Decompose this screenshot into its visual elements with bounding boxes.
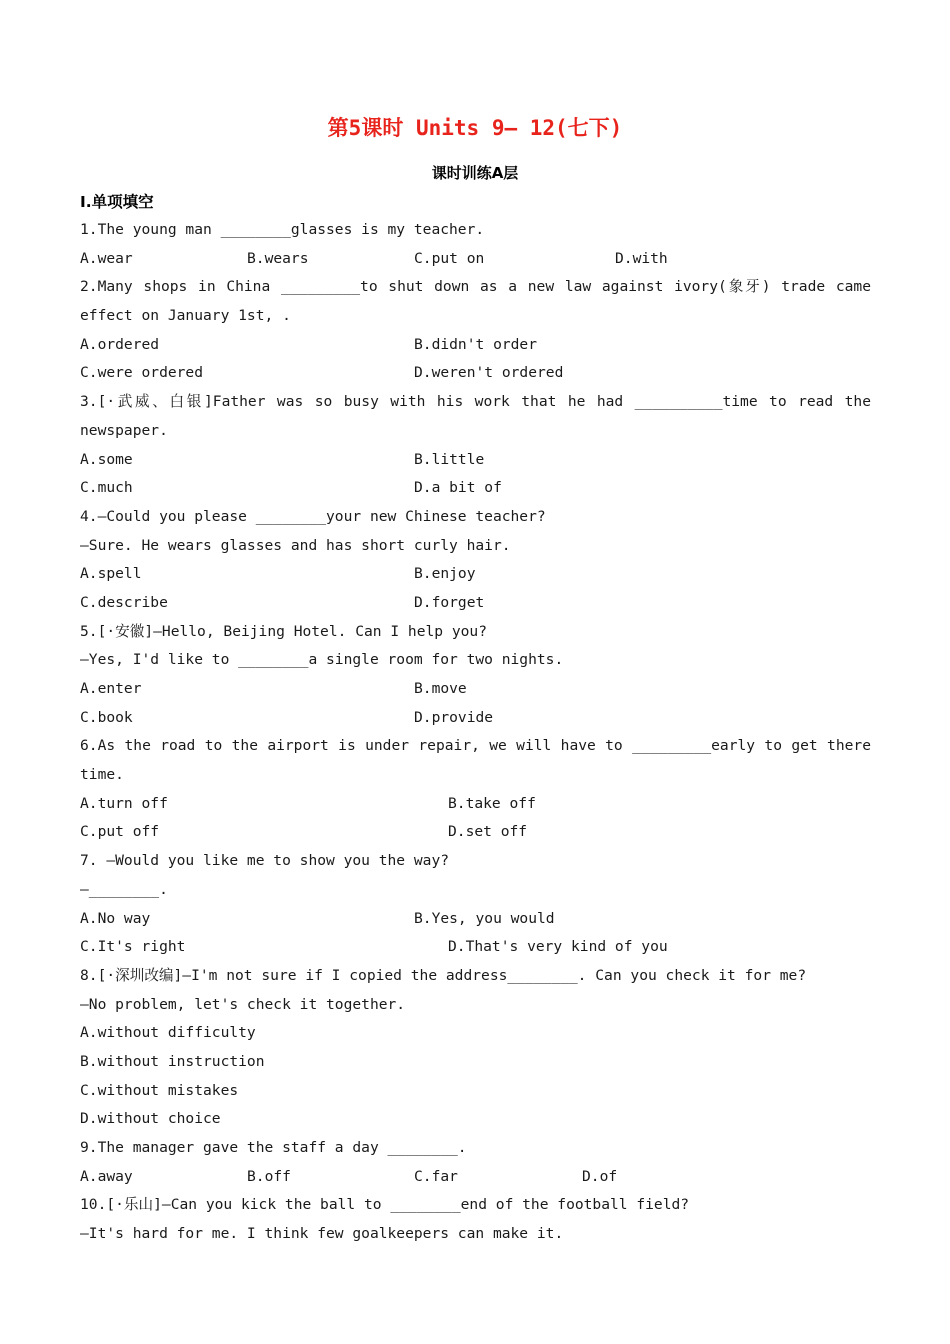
option-a[interactable]: A.away (80, 1167, 133, 1185)
option-c[interactable]: C.book (80, 708, 133, 726)
options-row (80, 1163, 871, 1192)
option-d[interactable]: D.of (582, 1167, 618, 1185)
option-c[interactable]: C.without mistakes (80, 1081, 239, 1099)
option-d[interactable]: D.forget (414, 593, 485, 611)
option-d[interactable]: D.a bit of (414, 479, 502, 497)
option-d[interactable]: D.with (615, 249, 668, 267)
option-b[interactable]: B.Yes, you would (414, 909, 555, 927)
question-stem-line: 5.[·安徽]—Hello, Beijing Hotel. Can I help you? (80, 622, 487, 640)
options-row (80, 704, 871, 733)
question-stem-line: 1.The young man ________glasses is my teacher. (80, 221, 485, 238)
question-stem-line: newspaper. (80, 421, 168, 439)
option-c[interactable]: C.put off (80, 823, 160, 841)
option-c[interactable]: C.describe (80, 593, 168, 611)
question-stem-line: —Sure. He wears glasses and has short curly hair. (80, 536, 511, 554)
options-row (80, 359, 871, 388)
question-stem-line: effect on January 1st, . (80, 307, 291, 325)
question-stem-line: 3.[·武威、白银]Father was so busy with his work that he had __________time to read the (80, 393, 871, 411)
options-row (80, 818, 871, 847)
option-c[interactable]: C.were ordered (80, 364, 204, 382)
options-row (80, 933, 871, 962)
question-stem-line: 2.Many shops in China _________to shut down as a new law against ivory(象牙) trade came (80, 278, 871, 296)
options-row (80, 446, 871, 475)
question-stem-line: —No problem, let's check it together. (80, 995, 406, 1013)
option-c[interactable]: C.It's right (80, 938, 186, 956)
option-c[interactable]: C.far (414, 1167, 458, 1185)
question-list (80, 216, 871, 1249)
option-d[interactable]: D.weren't ordered (414, 364, 564, 382)
option-c[interactable]: C.put on (414, 249, 485, 267)
option-b[interactable]: B.off (247, 1167, 291, 1185)
options-row (80, 675, 871, 704)
option-d[interactable]: D.without choice (80, 1110, 221, 1128)
question-stem-line: —________. (80, 880, 168, 898)
option-a[interactable]: A.No way (80, 909, 151, 927)
option-a[interactable]: A.some (80, 450, 133, 468)
options-row (80, 245, 871, 274)
option-b[interactable]: B.wears (247, 249, 309, 267)
option-a[interactable]: A.wear (80, 249, 133, 267)
option-a[interactable]: A.enter (80, 680, 142, 697)
question-stem-line: —Yes, I'd like to ________a single room for two nights. (80, 651, 564, 669)
option-b[interactable]: B.without instruction (80, 1052, 265, 1070)
page-title: 第5课时 Units 9— 12(七下) (327, 116, 623, 140)
option-a[interactable]: A.without difficulty (80, 1024, 256, 1042)
question-stem-line: time. (80, 766, 124, 784)
option-b[interactable]: B.didn't order (414, 335, 538, 353)
options-row (80, 331, 871, 360)
options-row (80, 589, 871, 618)
question-stem-line: 4.—Could you please ________your new Chinese teacher? (80, 507, 546, 525)
option-a[interactable]: A.turn off (80, 794, 168, 812)
option-d[interactable]: D.That's very kind of you (448, 938, 668, 956)
option-b[interactable]: B.enjoy (414, 565, 476, 583)
question-stem-line: —It's hard for me. I think few goalkeepers can make it. (80, 1225, 564, 1243)
option-d[interactable]: D.provide (414, 708, 494, 726)
option-d[interactable]: D.set off (448, 823, 528, 841)
question-stem-line: 7. —Would you like me to show you the way? (80, 852, 450, 870)
option-c[interactable]: C.much (80, 479, 133, 497)
option-a[interactable]: A.ordered (80, 335, 160, 353)
page-subtitle: 课时训练A层 (431, 164, 519, 182)
options-row (80, 790, 871, 819)
option-b[interactable]: B.move (414, 680, 467, 697)
section-heading: Ⅰ.单项填空 (80, 193, 154, 211)
option-b[interactable]: B.take off (448, 794, 536, 812)
options-row (80, 560, 871, 589)
option-a[interactable]: A.spell (80, 565, 142, 583)
question-stem-line: 6.As the road to the airport is under repair, we will have to _________early to get there (80, 737, 871, 755)
options-row (80, 474, 871, 503)
options-row (80, 905, 871, 934)
question-stem-line: 9.The manager gave the staff a day ________. (80, 1139, 467, 1156)
question-stem-line: 8.[·深圳改编]—I'm not sure if I copied the address________. Can you check it for me? (80, 966, 807, 984)
question-stem-line: 10.[·乐山]—Can you kick the ball to ________end of the football field? (80, 1196, 690, 1214)
option-b[interactable]: B.little (414, 450, 485, 468)
